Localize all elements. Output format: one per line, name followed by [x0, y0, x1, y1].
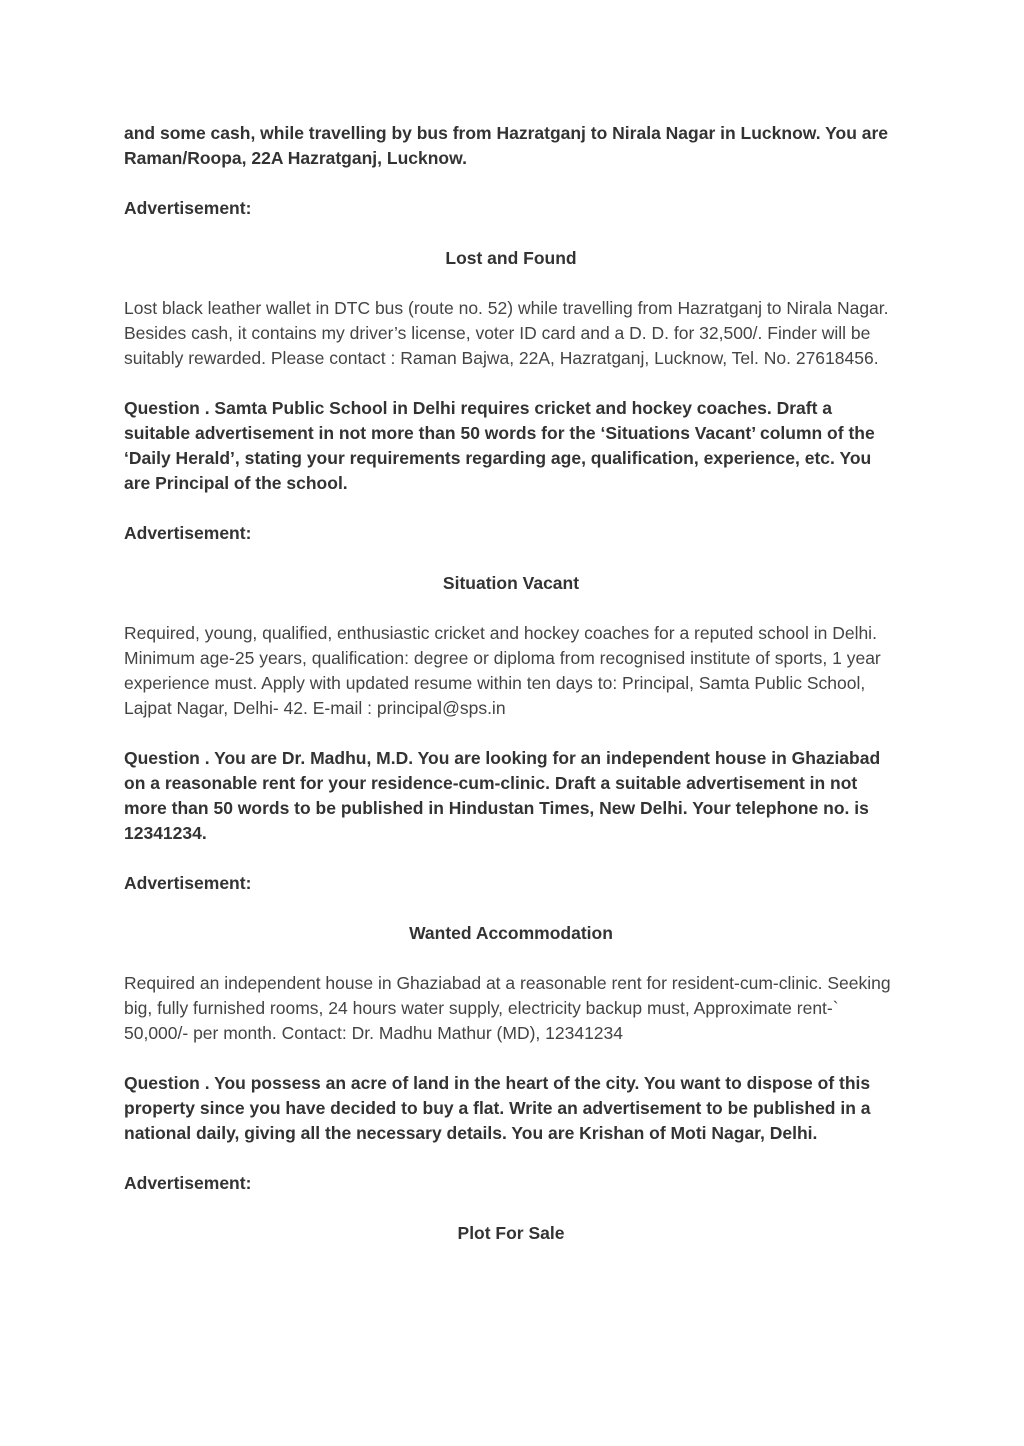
question-dr-madhu: Question . You are Dr. Madhu, M.D. You are looking for an independent house in Ghaziabad on a reasonable rent for your residence-cum-clinic. Draft a suitable advertisement in not more than 50 words to be published in Hindustan Times, New Delhi. Your telephone no. is 12341234.	[124, 748, 881, 843]
document-page	[124, 121, 898, 1271]
question-continuation: and some cash, while travelling by bus from Hazratganj to Nirala Nagar in Lucknow. You are Raman/Roopa, 22A Hazratganj, Lucknow.	[124, 123, 889, 168]
question-samta-school: Question . Samta Public School in Delhi requires cricket and hockey coaches. Draft a suitable advertisement in not more than 50 words for the ‘Situations Vacant’ column of the ‘Daily Herald’, stating your requirements regarding age, qualification, experience, etc. You are Principal of the school.	[124, 398, 875, 493]
advertisement-label: Advertisement:	[124, 873, 252, 893]
ad-heading-lost-and-found: Lost and Found	[445, 248, 577, 268]
advertisement-label: Advertisement:	[124, 523, 252, 543]
advertisement-label: Advertisement:	[124, 1173, 252, 1193]
ad-heading-plot-for-sale: Plot For Sale	[457, 1223, 565, 1243]
question-krishan-plot: Question . You possess an acre of land in the heart of the city. You want to dispose of this property since you have decided to buy a flat. Write an advertisement to be published in a national daily, giving all the necessary details. You are Krishan of Moti Nagar, Delhi.	[124, 1073, 871, 1143]
advertisement-label: Advertisement:	[124, 198, 252, 218]
ad-heading-wanted-accommodation: Wanted Accommodation	[409, 923, 613, 943]
ad-body-wanted-accommodation: Required an independent house in Ghaziabad at a reasonable rent for resident-cum-clinic. Seeking big, fully furnished rooms, 24 hours water supply, electricity backup must, Approximate rent-` 50,000/- per month. Contact: Dr. Madhu Mathur (MD), 12341234	[124, 973, 891, 1043]
ad-body-situation-vacant: Required, young, qualified, enthusiastic cricket and hockey coaches for a reputed school in Delhi. Minimum age-25 years, qualification: degree or diploma from recognised institute of sports, 1 year experience must. Apply with updated resume within ten days to: Principal, Samta Public School, Lajpat Nagar, Delhi- 42. E-mail : principal@sps.in	[124, 623, 881, 718]
ad-heading-situation-vacant: Situation Vacant	[442, 573, 580, 593]
ad-body-lost-and-found: Lost black leather wallet in DTC bus (route no. 52) while travelling from Hazratganj to Nirala Nagar. Besides cash, it contains my driver’s license, voter ID card and a D. D. for 32,500/. Finder will be suitably rewarded. Please contact : Raman Bajwa, 22A, Hazratganj, Lucknow, Tel. No. 27618456.	[124, 298, 889, 368]
